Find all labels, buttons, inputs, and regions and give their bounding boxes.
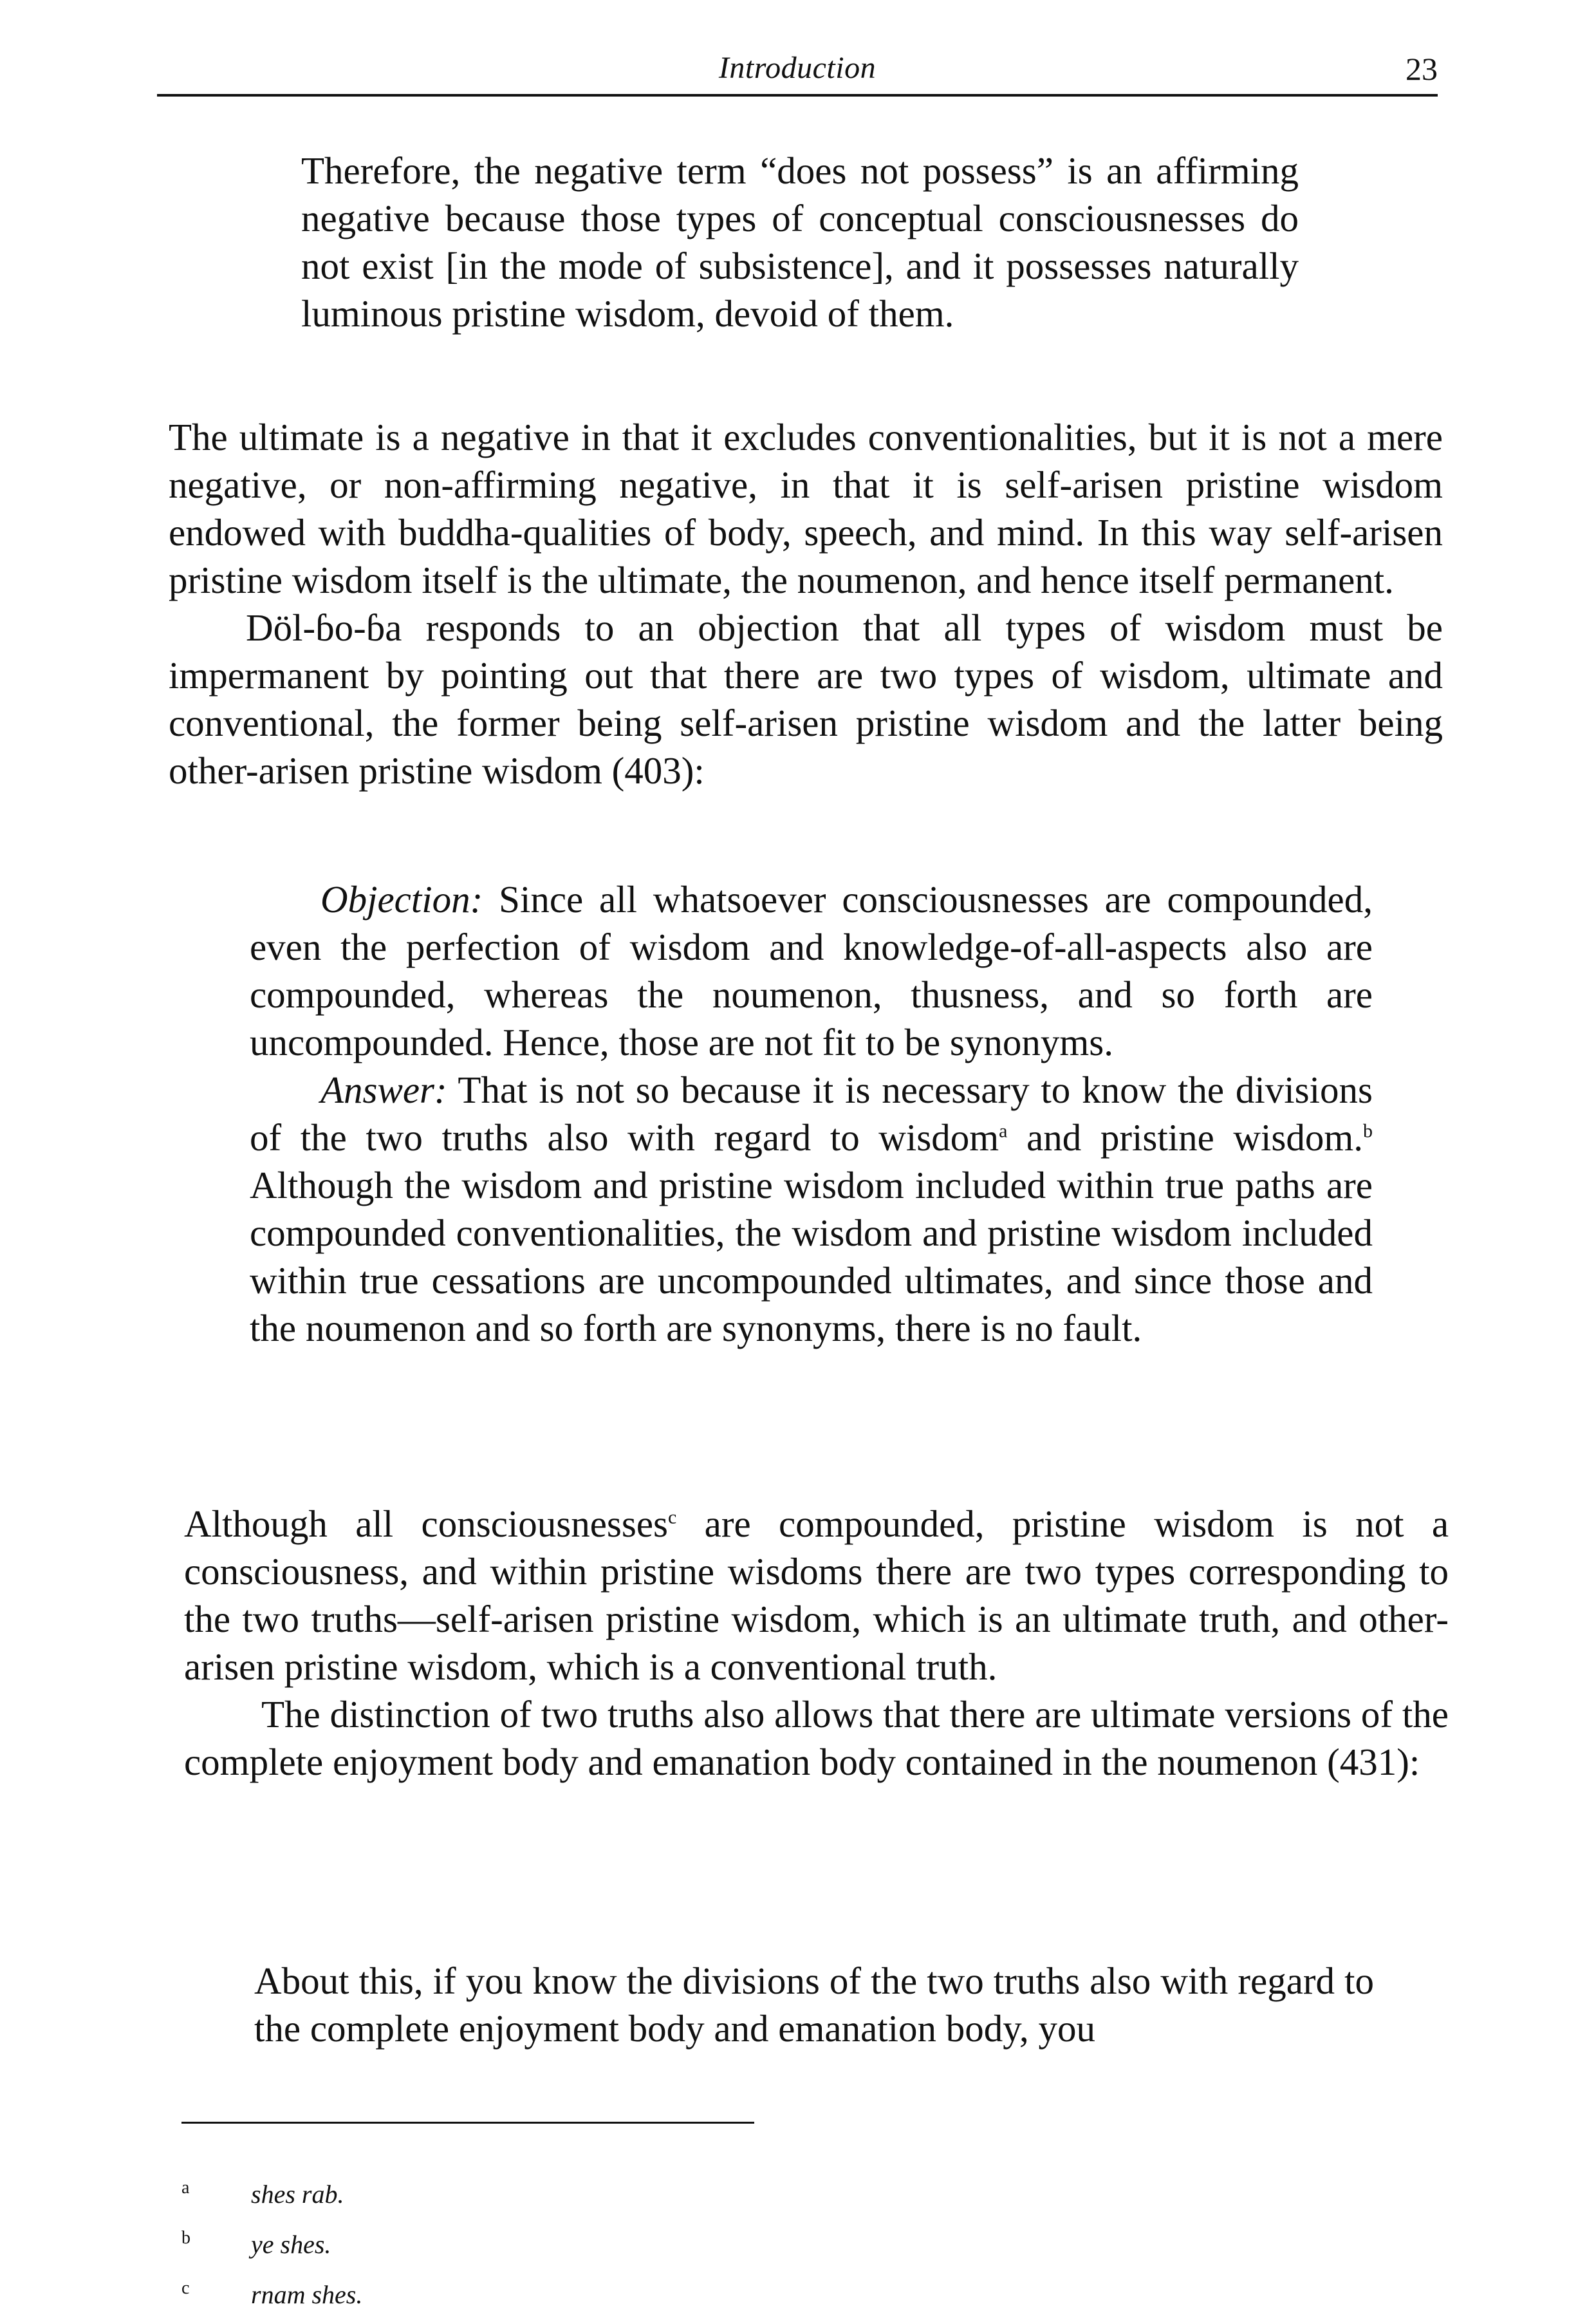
answer-paragraph — [250, 1066, 1373, 1352]
block-quote-2 — [250, 875, 1373, 1352]
answer-text-2: and pristine wisdom. — [1007, 1116, 1364, 1159]
paragraph-ultimate: The ultimate is a negative in that it excludes conventionalities, but it is not a mere negative, or non-affirming negative, in that it is self-arisen pristine wisdom endowed with buddha-qualities of body, speech, and mind. In this way self-arisen pristine wisdom itself is the ultimate, the noumenon, and hence itself permanent. — [169, 416, 1443, 601]
footnote-text: ye shes. — [251, 2230, 331, 2259]
paragraph-two-truths: The distinction of two truths also allows that there are ultimate versions of the complete enjoyment body and emanation body contained in the noumenon (431): — [184, 1693, 1449, 1783]
header-rule — [157, 94, 1438, 97]
footnote-item — [181, 2220, 954, 2270]
objection-paragraph — [250, 875, 1373, 1066]
footnotes — [181, 2169, 954, 2320]
footnote-item — [181, 2169, 954, 2220]
answer-label: Answer: — [320, 1069, 447, 1111]
footnote-mark: c — [181, 2278, 190, 2298]
footnote-text: shes rab. — [251, 2180, 344, 2209]
footnote-text: rnam shes. — [251, 2280, 363, 2309]
footnote-ref-b[interactable]: b — [1363, 1120, 1373, 1142]
footnote-mark: b — [181, 2228, 190, 2248]
footnote-ref-a[interactable]: a — [999, 1120, 1008, 1142]
objection-text: Since all whatsoever consciousnesses are compounded, even the perfection of wisdom and knowledge-of-all-aspects also are compounded, whereas the noumenon, thusness, and so forth are uncompounded. Hence, those are not fit to be synonyms. — [250, 878, 1373, 1063]
paragraph-pristine-wisdom-a: Although all consciousnesses — [184, 1502, 668, 1545]
paragraph-objection-intro: Döl-ɓo-ɓa responds to an objection that all types of wisdom must be impermanent by pointing out that there are two types of wisdom, ultimate and conventional, the former being self-arisen pristine wisdom and the latter being other-arisen pristine wisdom (403): — [169, 606, 1443, 792]
footnote-mark: a — [181, 2178, 190, 2198]
page-number: 23 — [1406, 51, 1438, 87]
footnote-item — [181, 2270, 954, 2320]
answer-text-1: That is not so because it is necessary to know the divisions of the two truths also with regard to wisdom — [250, 1069, 1373, 1159]
footnote-rule — [181, 2122, 754, 2124]
body-section-2 — [184, 1500, 1449, 1786]
footnote-ref-c[interactable]: c — [668, 1506, 677, 1528]
block-quote-3 — [254, 1957, 1374, 2052]
answer-text-3: Although the wisdom and pristine wisdom included within true paths are compounded conventionalities, the wisdom and pristine wisdom included within true cessations are uncompounded ultimates, and since those and the noumenon and so forth are synonyms, there is no fault. — [250, 1164, 1373, 1349]
running-title: Introduction — [718, 51, 877, 85]
paragraph-pristine-wisdom-b: are compounded, pristine wisdom is not a consciousness, and within pristine wisdoms there are two types corresponding to the two truths—self-arisen pristine wisdom, which is an ultimate truth, and other-arisen pristine wisdom, which is a conventional truth. — [184, 1502, 1449, 1688]
block-quote-1 — [301, 147, 1299, 337]
body-section-1 — [169, 413, 1443, 794]
objection-label: Objection: — [320, 878, 483, 921]
paragraph-pristine-wisdom — [184, 1500, 1449, 1690]
running-header — [157, 45, 1438, 97]
quote-1-text: Therefore, the negative term “does not possess” is an affirming negative because those types of conceptual consciousnesses do not exist [in the mode of subsistence], and it possesses naturally luminous pristine wisdom, devoid of them. — [301, 149, 1299, 335]
quote-3-text: About this, if you know the divisions of the two truths also with regard to the complete enjoyment body and emanation body, you — [254, 1960, 1374, 2050]
